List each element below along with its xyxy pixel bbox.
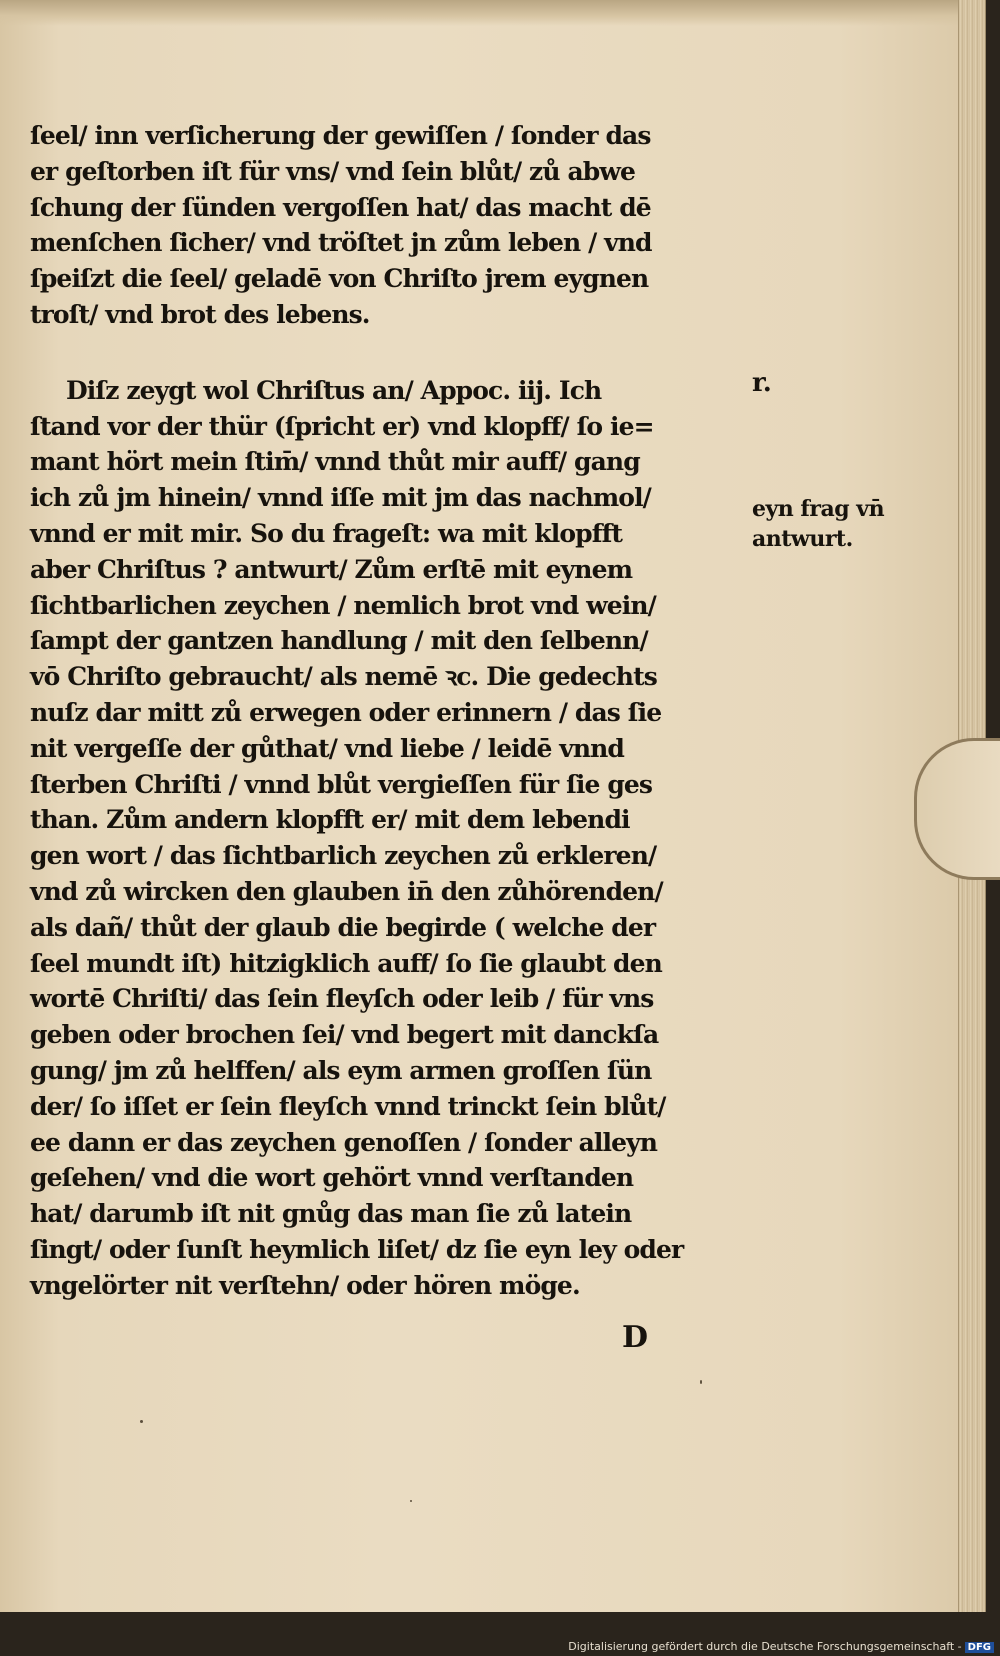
- catchword: D: [622, 1320, 649, 1355]
- text-line: ich zů jm hinein/ vnnd iſſe mit jm das nachmol/: [30, 483, 651, 513]
- text-line: mant hört mein ſtim̄/ vnnd thůt mir auff/ gang: [30, 447, 640, 477]
- main-text-block: [30, 118, 750, 1304]
- text-line: der/ ſo iſſet er ſein fleyſch vnnd trinckt ſein blůt/: [30, 1091, 666, 1121]
- text-line: vnd zů wircken den glauben in̄ den zůhörenden/: [30, 876, 663, 906]
- text-line: wortē Chriſti/ das ſein fleyſch oder leib / für vns: [30, 984, 654, 1014]
- dfg-logo-icon: DFG: [965, 1642, 994, 1653]
- text-line: ſeel/ inn verſicherung der gewiſſen / ſonder das: [30, 121, 651, 150]
- paragraph-gap: [30, 333, 750, 373]
- marginal-note-line: eyn frag vn̄: [752, 496, 885, 522]
- text-line: als dañ/ thůt der glaub die begirde ( welche der: [30, 912, 656, 942]
- paper-speck: [410, 1500, 412, 1502]
- text-line: than. Zům andern klopfft er/ mit dem lebendi: [30, 805, 630, 835]
- text-line: vngelörter nit verſtehn/ oder hören möge.: [30, 1270, 580, 1300]
- text-line: vō Chriſto gebraucht/ als nemē ꝛc. Die gedechts: [30, 662, 657, 692]
- text-line: er geſtorben iſt für vns/ vnd ſein blůt/ zů abwe: [30, 156, 635, 186]
- text-line: nit vergeſſe der gůthat/ vnd liebe / leidē vnnd: [30, 733, 625, 763]
- marginal-note-line: antwurt.: [752, 526, 853, 552]
- text-line: menſchen ſicher/ vnd tröſtet jn zům leben / vnd: [30, 228, 652, 258]
- marginal-note: [752, 494, 884, 554]
- text-line: ſpeiſzt die ſeel/ geladē von Chriſto jrem eygnen: [30, 264, 649, 294]
- paper-speck: [140, 1420, 143, 1423]
- text-line: ſichtbarlichen zeychen / nemlich brot vnd wein/: [30, 590, 656, 620]
- paper-speck: [700, 1380, 702, 1384]
- text-line: hat/ darumb iſt nit gnůg das man ſie zů latein: [30, 1199, 632, 1229]
- text-line: ſingt/ oder ſunſt heymlich liſet/ dz ſie eyn ley oder: [30, 1234, 684, 1264]
- text-line: nuſz dar mitt zů erwegen oder erinnern / das ſie: [30, 697, 662, 727]
- text-line: ſterben Chriſti / vnnd blůt vergieſſen für ſie ges: [30, 769, 653, 799]
- text-line: aber Chriſtus ? antwurt/ Zům erſtē mit eynem: [30, 554, 633, 584]
- footer-credit-text: Digitalisierung gefördert durch die Deutsche Forschungsgemeinschaft -: [568, 1640, 962, 1653]
- text-line: ſtand vor der thür (ſpricht er) vnd klopff/ ſo ie=: [30, 411, 654, 441]
- text-line: geben oder brochen ſei/ vnd begert mit danckſa: [30, 1020, 659, 1050]
- text-line: troſt/ vnd brot des lebens.: [30, 299, 370, 329]
- text-line: ee dann er das zeychen genoſſen / ſonder alleyn: [30, 1127, 658, 1157]
- marginal-mark: r.: [752, 368, 772, 398]
- text-line: ſampt der gantzen handlung / mit den ſelbenn/: [30, 626, 648, 656]
- text-line: gen wort / das ſichtbarlich zeychen zů erkleren/: [30, 841, 657, 871]
- text-line: ſchung der ſünden vergoſſen hat/ das macht dē: [30, 192, 651, 222]
- text-line: ſeel mundt iſt) hitzigklich auff/ ſo ſie glaubt den: [30, 948, 662, 978]
- text-line: geſehen/ vnd die wort gehört vnnd verſtanden: [30, 1163, 634, 1193]
- text-line: gung/ jm zů helffen/ als eym armen groſſen ſün: [30, 1055, 652, 1085]
- footer-credit: [568, 1640, 994, 1653]
- text-line: Diſz zeygt wol Chriſtus an/ Appoc. iij. Ich: [66, 375, 602, 405]
- text-line: vnnd er mit mir. So du frageſt: wa mit klopfft: [30, 518, 623, 548]
